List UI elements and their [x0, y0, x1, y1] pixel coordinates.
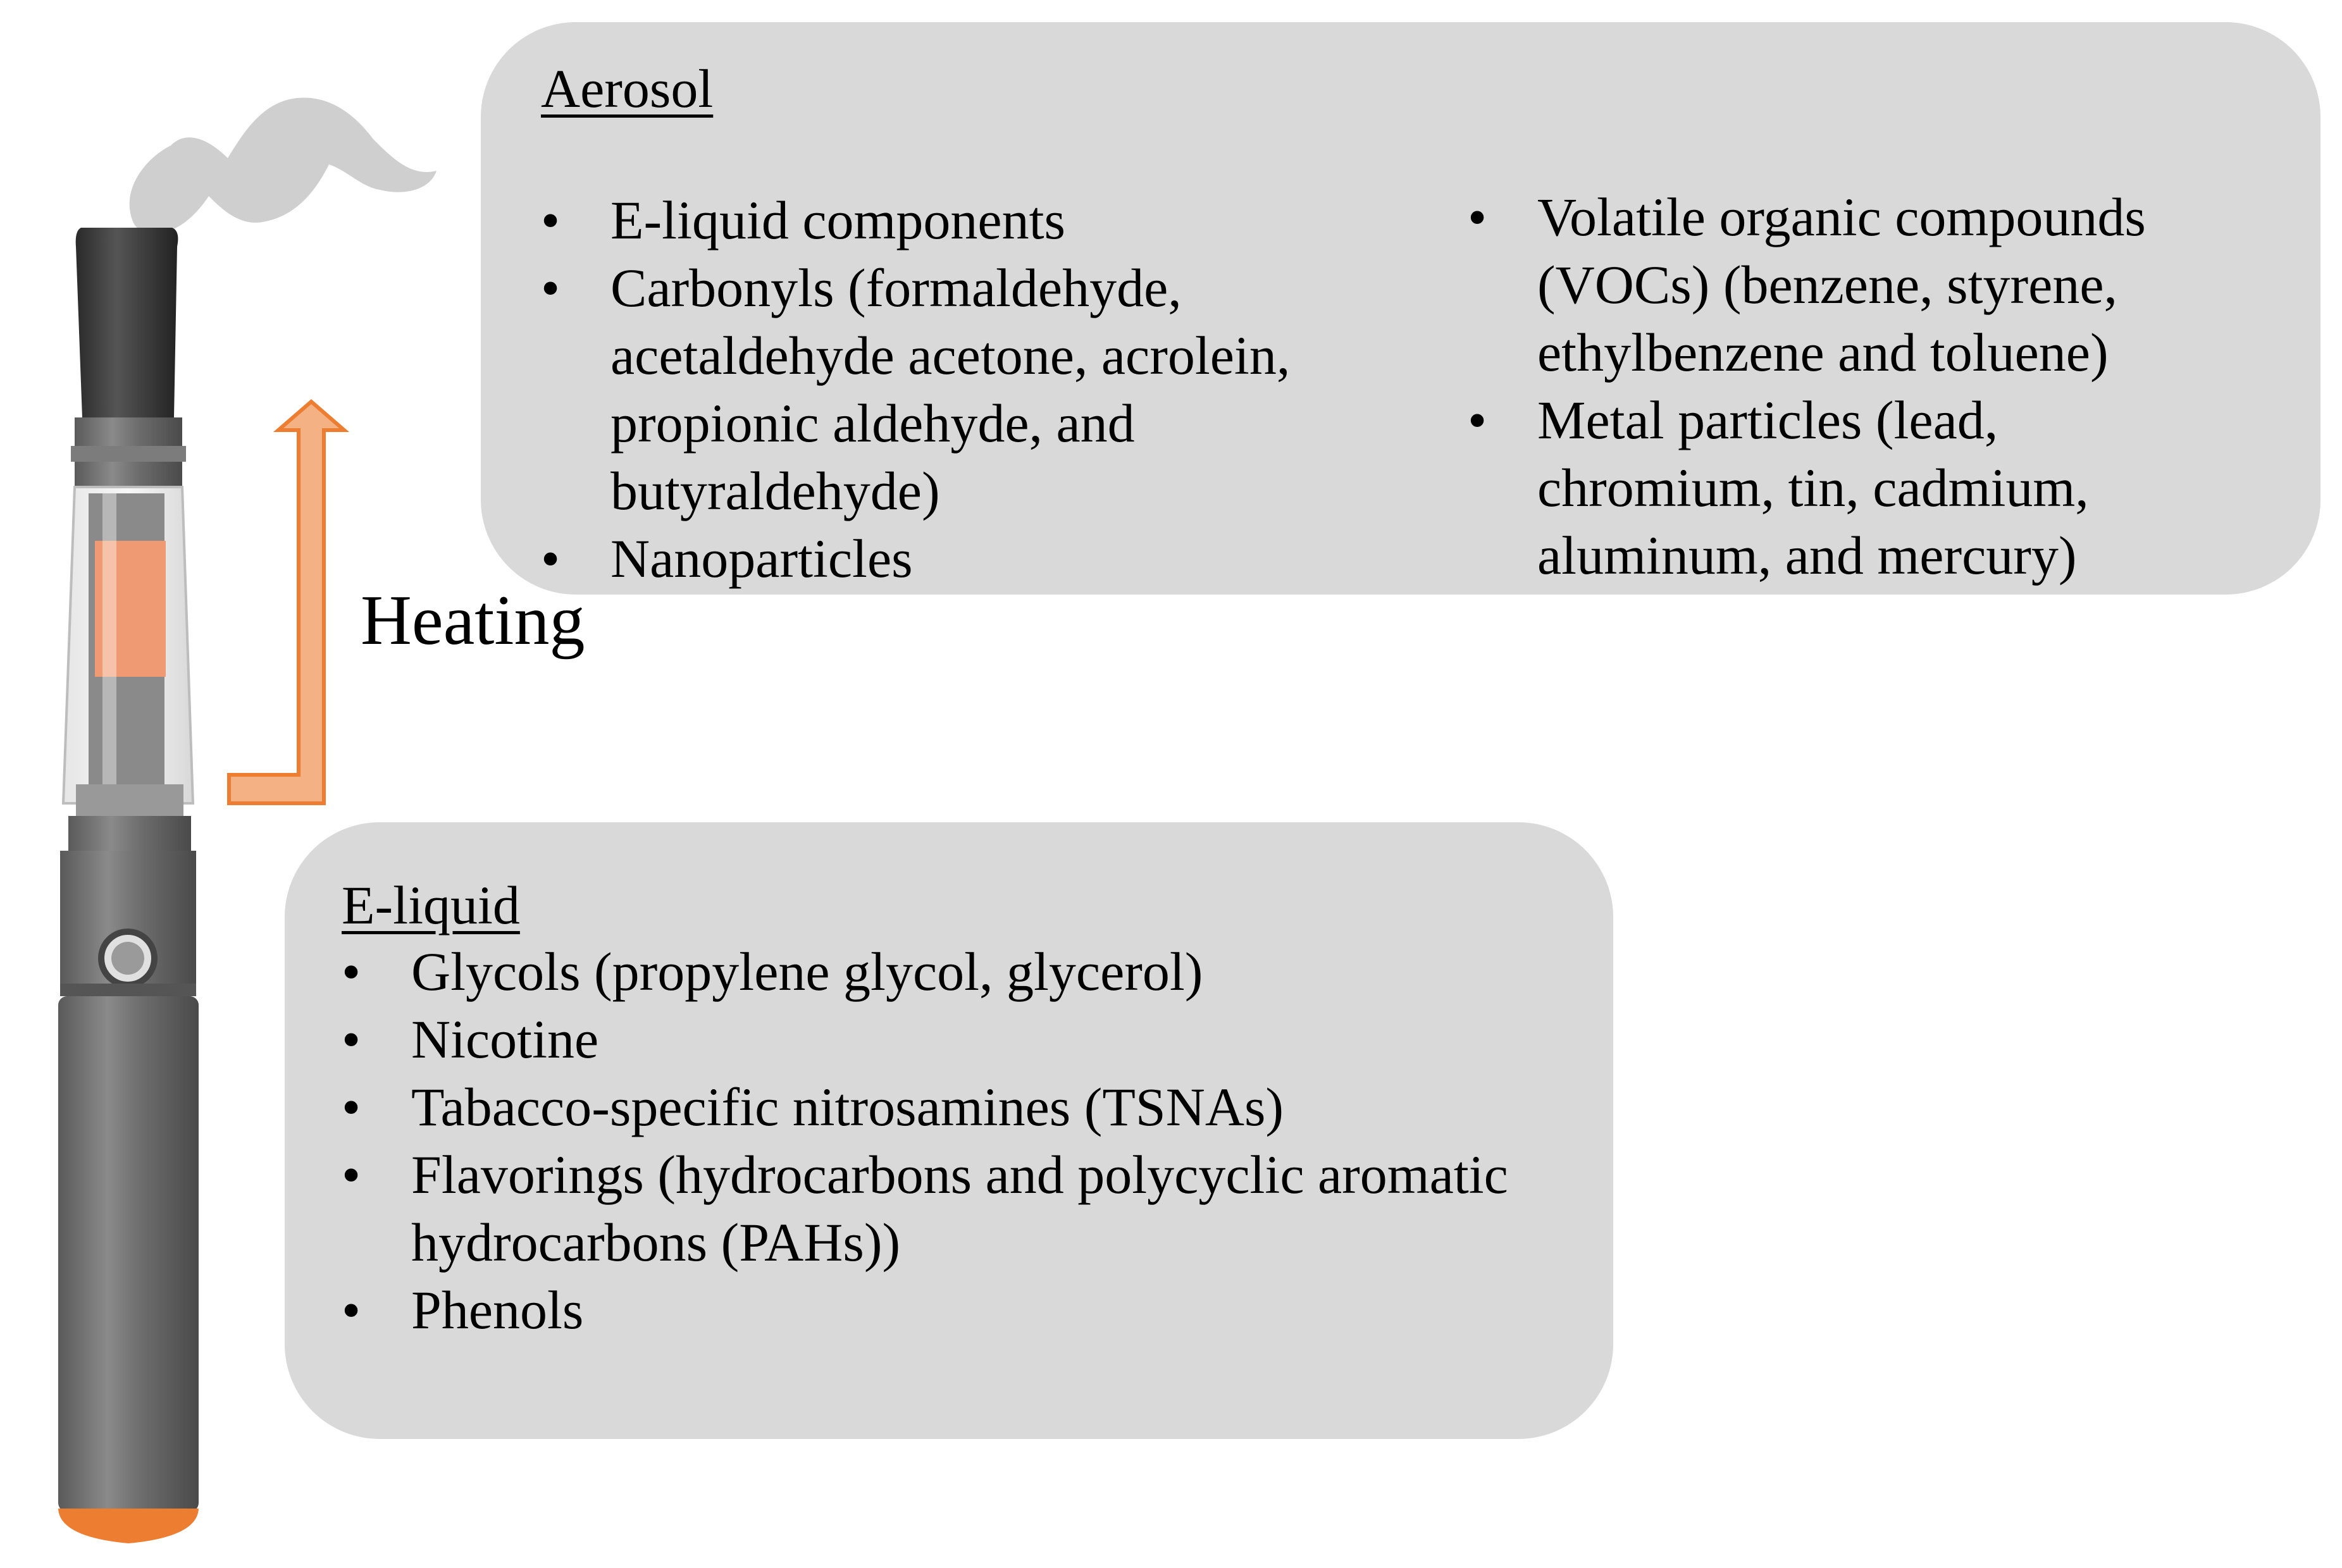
eliquid-title: E-liquid: [342, 875, 520, 935]
list-item: • Carbonyls (formaldehyde, acetaldehyde acetone, acrolein, propionic aldehyde, and butyraldehyde): [541, 254, 1332, 525]
list-item: • Volatile organic compounds (VOCs) (benzene, styrene, ethylbenzene and toluene): [1468, 183, 2189, 386]
aerosol-title: Aerosol: [541, 58, 714, 119]
list-item: • Nicotine: [342, 1006, 1582, 1073]
list-item: • Flavorings (hydrocarbons and polycyclic aromatic hydrocarbons (PAHs)): [342, 1141, 1582, 1276]
list-item: • E-liquid components: [541, 187, 1332, 254]
eliquid-box: [285, 822, 1613, 1439]
vapor-cloud: [130, 97, 437, 234]
aerosol-right-list: [1468, 183, 2189, 590]
list-item: • Nanoparticles: [541, 525, 1332, 593]
aerosol-left-list: [541, 187, 1332, 593]
list-item: • Tabacco-specific nitrosamines (TSNAs): [342, 1073, 1582, 1141]
list-item: • Metal particles (lead, chromium, tin, cadmium, aluminum, and mercury): [1468, 386, 2189, 590]
eliquid-list: [342, 938, 1582, 1344]
heating-label: Heating: [361, 581, 585, 660]
list-item: • Glycols (propylene glycol, glycerol): [342, 938, 1582, 1006]
list-item: • Phenols: [342, 1276, 1582, 1344]
battery-end-cap: [58, 1509, 199, 1543]
aerosol-box: [481, 22, 2320, 595]
heating-arrow: [229, 402, 344, 803]
mouthpiece: [76, 228, 178, 417]
